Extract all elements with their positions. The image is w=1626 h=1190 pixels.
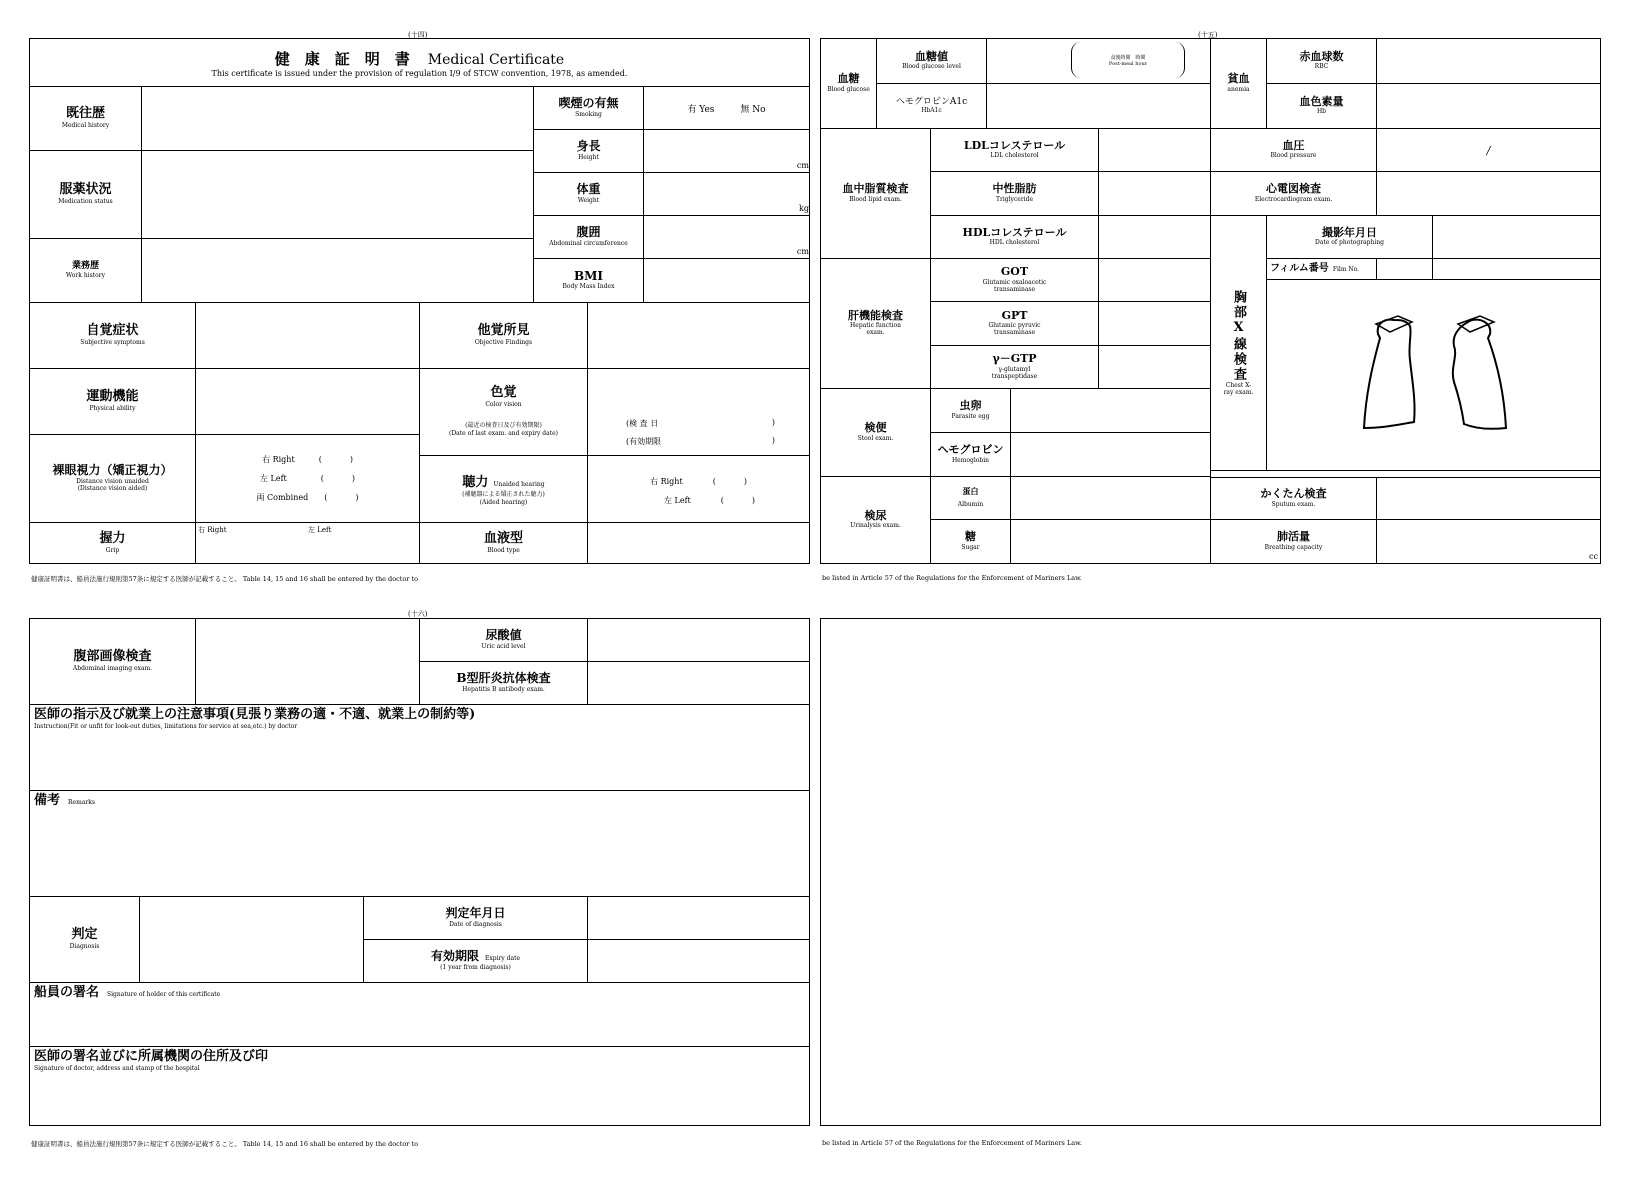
- sputum-field[interactable]: [1377, 477, 1600, 520]
- footer-p16: 健康証明書は、船員法施行規則第57条に規定する医師が記載すること。 Table 14, 15 and 16 shall be entered by the doctor to: [31, 1140, 418, 1148]
- smoking-field[interactable]: [644, 87, 809, 130]
- diagnosis-field[interactable]: [140, 897, 364, 983]
- grip-field[interactable]: 右 Right 左 Left: [196, 523, 420, 563]
- page-number-16: (十六): [408, 610, 428, 618]
- rbc-field[interactable]: [1377, 39, 1600, 84]
- lipid-label: 血中脂質検査 Blood lipid exam.: [821, 129, 931, 259]
- bmi-field[interactable]: [644, 259, 809, 303]
- seafarer-signature-field[interactable]: 船員の署名 Signature of holder of this certificate: [30, 983, 809, 1047]
- footer-p17: be listed in Article 57 of the Regulations for the Enforcement of Mariners Law.: [822, 1139, 1082, 1147]
- film-no-field[interactable]: [1377, 259, 1433, 280]
- photo-date-label: 撮影年月日 Date of photographing: [1267, 216, 1433, 259]
- certificate-header: [30, 39, 809, 87]
- breathing-label: 肺活量 Breathing capacity: [1211, 520, 1377, 563]
- liver-label: 肝機能検査 Hepatic function exam.: [821, 259, 931, 389]
- smoking-no[interactable]: 無 No: [740, 104, 766, 115]
- film-no-extra: [1433, 259, 1600, 280]
- instruction-field[interactable]: 医師の指示及び就業上の注意事項(見張り業務の適・不適、就業上の制約等) Instruction(Fit or unfit for look-out duties, limitations for service at sea,etc.) by doctor: [30, 705, 809, 791]
- footer-p15: be listed in Article 57 of the Regulations for the Enforcement of Mariners Law.: [822, 574, 1082, 582]
- hearing-field[interactable]: 右 Right ( ) 左 Left ( ): [588, 456, 809, 523]
- bp-label: 血圧 Blood pressure: [1211, 129, 1377, 172]
- diagnosis-date-field[interactable]: [588, 897, 809, 940]
- glucose-level-field[interactable]: [987, 39, 1211, 84]
- title-en: Medical Certificate: [427, 51, 565, 68]
- hemoglobin-field[interactable]: [1011, 433, 1211, 477]
- ecg-field[interactable]: [1377, 172, 1600, 216]
- work-history-field[interactable]: [142, 239, 534, 303]
- abdominal-imaging-field[interactable]: [196, 619, 420, 705]
- panel-lab-results: [820, 38, 1601, 564]
- parasite-field[interactable]: [1011, 389, 1211, 433]
- objective-field[interactable]: [588, 303, 809, 369]
- medical-history-label: 既往歴 Medical history: [30, 87, 142, 151]
- weight-field[interactable]: [644, 173, 809, 216]
- lung-diagram-area[interactable]: [1267, 280, 1600, 471]
- abdominal-field[interactable]: [644, 216, 809, 259]
- parasite-label: 虫卵 Parasite egg: [931, 389, 1011, 433]
- hb-label: 血色素量 Hb: [1267, 84, 1377, 129]
- abdominal-unit: cm: [796, 247, 809, 256]
- physical-label: 運動機能 Physical ability: [30, 369, 196, 435]
- doctor-signature-field[interactable]: 医師の署名並びに所属機関の住所及び印 Signature of doctor, address and stamp of the hospital: [34, 1049, 269, 1072]
- xray-label: 胸部X線検査 Chest X-ray exam.: [1211, 216, 1267, 471]
- ecg-label: 心電図検査 Electrocardiogram exam.: [1211, 172, 1377, 216]
- hemoglobin-label: ヘモグロビン Hemoglobin: [931, 433, 1011, 477]
- expiry-date-field[interactable]: [588, 940, 809, 983]
- albumin-label: 蛋白 Albumin: [931, 477, 1011, 520]
- hearing-label: 聴力 Unaided hearing (補聴器による矯正された聴力) (Aided hearing): [420, 456, 588, 523]
- photo-date-field[interactable]: [1433, 216, 1600, 259]
- gpt-label: GPT Glutamic pyruvic transaminase: [931, 302, 1099, 346]
- remarks-field[interactable]: 備考 Remarks: [30, 791, 809, 897]
- glucose-level-label: 血糖値 Blood glucose level: [877, 39, 987, 84]
- bp-field[interactable]: /: [1377, 129, 1600, 172]
- uric-acid-label: 尿酸値 Uric acid level: [420, 619, 588, 662]
- color-expiry: (有効期限: [626, 437, 662, 446]
- lungs-icon: [1354, 310, 1514, 440]
- grip-label: 握力 Grip: [30, 523, 196, 563]
- rbc-label: 赤血球数 RBC: [1267, 39, 1377, 84]
- albumin-field[interactable]: [1011, 477, 1211, 520]
- uric-acid-field[interactable]: [588, 619, 809, 662]
- height-field[interactable]: [644, 130, 809, 173]
- blood-glucose-label: 血糖 Blood glucose: [821, 39, 877, 129]
- breathing-field[interactable]: cc: [1589, 552, 1598, 561]
- ldl-field[interactable]: [1099, 129, 1211, 172]
- abdominal-label: 腹囲 Abdominal circumference: [534, 216, 644, 259]
- weight-unit: kg: [799, 204, 809, 213]
- color-vision-label: 色覚 Color vision (最近の検査日及び有効期限) (Date of last exam. and expiry date): [420, 369, 588, 456]
- triglyceride-field[interactable]: [1099, 172, 1211, 216]
- anemia-label: 貧血 anemia: [1211, 39, 1267, 129]
- got-field[interactable]: [1099, 259, 1211, 302]
- ggtp-label: γ－GTP γ-glutamyl transpeptidase: [931, 346, 1099, 389]
- smoking-yes[interactable]: 有 Yes: [687, 104, 715, 115]
- gpt-field[interactable]: [1099, 302, 1211, 346]
- medical-history-field[interactable]: [142, 87, 534, 151]
- sputum-label: かくたん検査 Sputum exam.: [1211, 477, 1377, 520]
- subjective-field[interactable]: [196, 303, 420, 369]
- blood-type-label: 血液型 Blood type: [420, 523, 588, 563]
- triglyceride-label: 中性脂肪 Triglyceride: [931, 172, 1099, 216]
- expiry-date-label: 有効期限 Expiry date (1 year from diagnosis): [364, 940, 588, 983]
- smoking-label: 喫煙の有無 Smoking: [534, 87, 644, 130]
- page-number-15: (十五): [1198, 31, 1218, 39]
- sugar-field[interactable]: [1011, 520, 1211, 563]
- blood-type-field[interactable]: [588, 523, 809, 563]
- hepatitis-field[interactable]: [588, 662, 809, 705]
- subtitle: This certificate is issued under the provision of regulation I/9 of STCW convention, 1978, as amended.: [211, 68, 628, 78]
- ldl-label: LDLコレステロール LDL cholesterol: [931, 129, 1099, 172]
- title-jp: 健 康 証 明 書: [274, 49, 410, 68]
- physical-field[interactable]: [196, 369, 420, 435]
- panel-blank: [820, 618, 1601, 1126]
- stool-label: 検便 Stool exam.: [821, 389, 931, 477]
- hba1c-field[interactable]: [987, 84, 1211, 129]
- vision-label: 裸眼視力（矯正視力） Distance vision unaided (Distance vision aided): [30, 435, 196, 523]
- color-vision-field[interactable]: (検 査 日 ) (有効期限 ): [588, 369, 809, 456]
- bmi-label: BMI Body Mass Index: [534, 259, 644, 303]
- objective-label: 他覚所見 Objective Findings: [420, 303, 588, 369]
- post-meal-bracket: 食後時間 時間 Post-meal hour: [1071, 42, 1185, 78]
- diagnosis-label: 判定 Diagnosis: [30, 897, 140, 983]
- hdl-label: HDLコレステロール HDL cholesterol: [931, 216, 1099, 259]
- page-number-14: (十四): [408, 31, 428, 39]
- subjective-label: 自覚症状 Subjective symptoms: [30, 303, 196, 369]
- abdominal-imaging-label: 腹部画像検査 Abdominal imaging exam.: [30, 619, 196, 705]
- height-unit: cm: [796, 161, 809, 170]
- sugar-label: 糖 Sugar: [931, 520, 1011, 563]
- hepatitis-label: B型肝炎抗体検査 Hepatitis B antibody exam.: [420, 662, 588, 705]
- height-label: 身長 Height: [534, 130, 644, 173]
- diagnosis-date-label: 判定年月日 Date of diagnosis: [364, 897, 588, 940]
- vision-field[interactable]: 右 Right ( ) 左 Left ( ) 両 Combined ( ): [196, 435, 420, 523]
- got-label: GOT Glutamic oxaloacetic transaminase: [931, 259, 1099, 302]
- hb-field[interactable]: [1377, 84, 1600, 129]
- footer-p14: 健康証明書は、船員法施行規則第57条に規定する医師が記載すること。 Table 14, 15 and 16 shall be entered by the doctor to: [31, 575, 418, 583]
- panel-medical-certificate: [29, 38, 810, 564]
- weight-label: 体重 Weight: [534, 173, 644, 216]
- work-history-label: 業務歴 Work history: [30, 239, 142, 303]
- color-exam-date: (検 査 日: [626, 419, 659, 428]
- medication-status-field[interactable]: [142, 151, 534, 239]
- hba1c-label: ヘモグロビンA1c HbA1c: [877, 84, 987, 129]
- medication-status-label: 服薬状況 Medication status: [30, 151, 142, 239]
- ggtp-field[interactable]: [1099, 346, 1211, 389]
- panel-diagnosis: [29, 618, 810, 1126]
- hdl-field[interactable]: [1099, 216, 1211, 259]
- urine-label: 検尿 Urinalysis exam.: [821, 477, 931, 563]
- film-no-label: フィルム番号 Film No.: [1267, 259, 1377, 280]
